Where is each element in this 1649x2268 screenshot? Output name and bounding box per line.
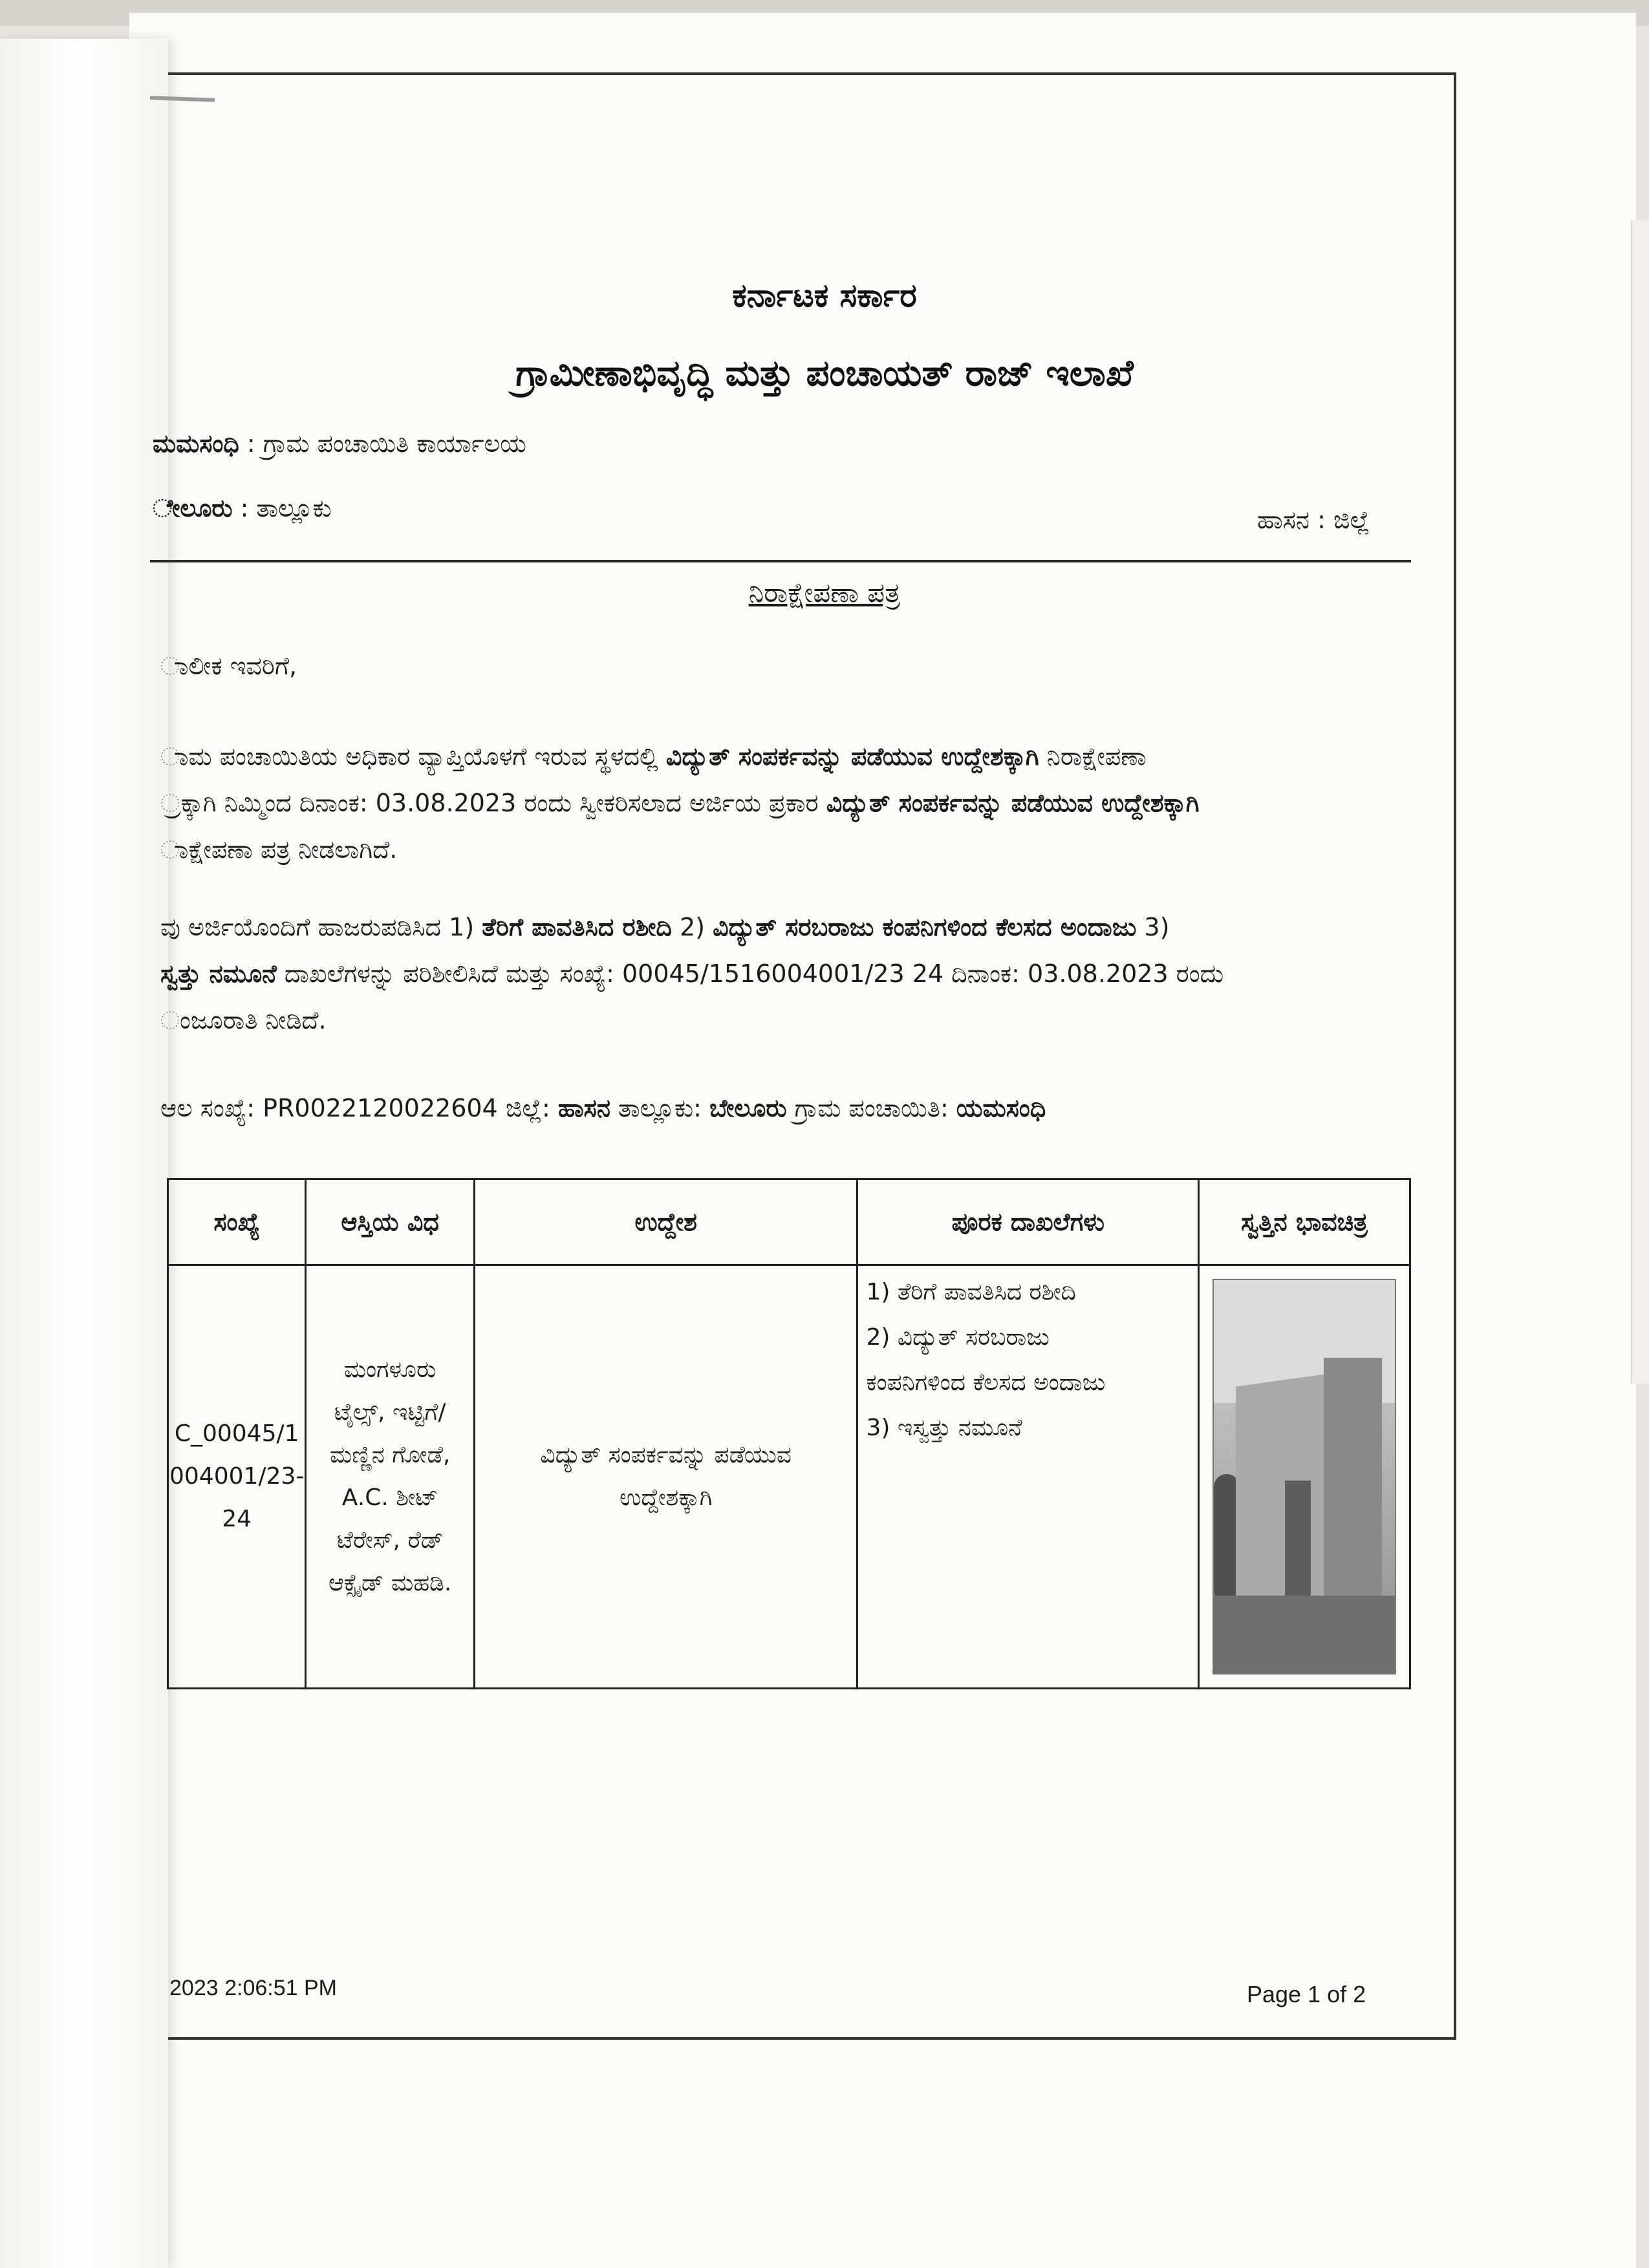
cell-number: C_00045/1 004001/23- 24	[168, 1265, 306, 1689]
document-item: 2) ವಿದ್ಯುತ್ ಸರಬರಾಜು	[866, 1324, 1050, 1351]
cell-property-type: ಮಂಗಳೂರು ಟೈಲ್ಸ್, ಇಟ್ಟಿಗೆ/ ಮಣ್ಣಿನ ಗೋಡೆ, A.C. ಶೀಟ್ ಟೆರೇಸ್, ರೆಡ್ ಆಕ್ಸೈಡ್ ಮಹಡಿ.	[306, 1265, 475, 1689]
property-id: PR0022120022604	[263, 1094, 498, 1122]
government-heading: ಕರ್ನಾಟಕ ಸರ್ಕಾರ	[732, 277, 917, 314]
office-name: ಮಮಸಂಧಿ	[153, 429, 239, 458]
paragraph-1-line-2: ್ರಕ್ಕಾಗಿ ನಿಮ್ಮಿಂದ ದಿನಾಂಕ: 03.08.2023 ರಂದು ಸ್ವೀಕರಿಸಲಾದ ಅರ್ಜಿಯ ಪ್ರಕಾರ ವಿದ್ಯುತ್ ಸಂಪರ್ಕವನ್ನು ಪಡೆಯುವ ಉದ್ದೇಶಕ್ಕಾಗಿ	[160, 789, 1200, 817]
cell-purpose: ವಿದ್ಯುತ್ ಸಂಪರ್ಕವನ್ನು ಪಡೆಯುವ ಉದ್ದೇಶಕ್ಕಾಗಿ	[474, 1265, 857, 1689]
paragraph-1-line-1: ಾಮ ಪಂಚಾಯಿತಿಯ ಅಧಿಕಾರ ವ್ಯಾಪ್ತಿಯೊಳಗೆ ಇರುವ ಸ್ಥಳದಲ್ಲಿ ವಿದ್ಯುತ್ ಸಂಪರ್ಕವನ್ನು ಪಡೆಯುವ ಉದ್ದೇಶಕ್ಕಾಗಿ ನಿರಾಕ್ಷೇಪಣಾ	[160, 742, 1147, 771]
property-id-line: ಆಲ ಸಂಖ್ಯೆ: PR0022120022604 ಜಿಲ್ಲೆ: ಹಾಸನ ತಾಲ್ಲೂಕು: ಬೇಲೂರು ಗ್ರಾಮ ಪಂಚಾಯಿತಿ: ಯಮಸಂಧಿ	[160, 1094, 1046, 1122]
document-title: ನಿರಾಕ್ಷೇಪಣಾ ಪತ್ರ	[748, 577, 901, 608]
header-property-type: ಆಸ್ತಿಯ ವಿಧ	[306, 1179, 475, 1265]
header-divider	[150, 560, 1411, 562]
office-line	[153, 429, 526, 458]
print-timestamp: 2023 2:06:51 PM	[169, 1976, 337, 2000]
taluk-name: ೇಲೂರು	[153, 494, 233, 522]
paragraph-2	[160, 904, 1223, 1043]
taluk-suffix: : ತಾಲ್ಲೂಕು	[232, 494, 332, 522]
header-documents: ಪೂರಕ ದಾಖಲೆಗಳು	[857, 1179, 1199, 1265]
document-item: 3) ಇಸ್ವತ್ತು ನಮೂನೆ	[866, 1415, 1022, 1441]
paragraph-1	[160, 733, 1200, 873]
district-label: ಹಾಸನ : ಜಿಲ್ಲೆ	[1257, 506, 1370, 534]
document-item: ಕಂಪನಿಗಳಿಂದ ಕೆಲಸದ ಅಂದಾಜು	[866, 1369, 1106, 1396]
page-number: Page 1 of 2	[1247, 1981, 1366, 2007]
department-heading: ಗ್ರಾಮೀಣಾಭಿವೃದ್ಧಿ ಮತ್ತು ಪಂಚಾಯತ್ ರಾಜ್ ಇಲಾಖೆ	[515, 352, 1134, 394]
salutation: ಾಲೀಕ ಇವರಿಗೆ,	[160, 652, 297, 680]
table-row	[168, 1265, 1410, 1689]
taluk-line	[153, 494, 332, 523]
paragraph-2-line-2: ಸ್ವತ್ತು ನಮೂನೆ ದಾಖಲೆಗಳನ್ನು ಪರಿಶೀಲಿಸಿದೆ ಮತ್ತು ಸಂಖ್ಯೆ: 00045/1516004001/23 24 ದಿನಾಂಕ: 03.08.2023 ರಂದು	[160, 959, 1224, 988]
office-suffix: : ಗ್ರಾಮ ಪಂಚಾಯಿತಿ ಕಾರ್ಯಾಲಯ	[239, 429, 526, 458]
paragraph-1-line-3: ಾಕ್ಷೇಪಣಾ ಪತ್ರ ನೀಡಲಾಗಿದೆ.	[160, 835, 398, 864]
paragraph-2-line-1: ವು ಅರ್ಜಿಯೊಂದಿಗೆ ಹಾಜರುಪಡಿಸಿದ 1) ತೆರಿಗೆ ಪಾವತಿಸಿದ ರಶೀದಿ 2) ವಿದ್ಯುತ್ ಸರಬರಾಜು ಕಂಪನಿಗಳಿಂದ ಕೆಲಸದ ಅಂದಾಜು 3)	[160, 913, 1170, 941]
cell-documents	[857, 1265, 1199, 1689]
property-table	[167, 1178, 1411, 1689]
header-number: ಸಂಖ್ಯೆ	[168, 1179, 306, 1265]
cell-photo	[1199, 1265, 1410, 1689]
header-purpose: ಉದ್ದೇಶ	[474, 1179, 857, 1265]
table-header-row	[168, 1179, 1410, 1265]
paragraph-2-line-3: ಂಜೂರಾತಿ ನೀಡಿದೆ.	[160, 1006, 327, 1034]
document-item: 1) ತೆರಿಗೆ ಪಾವತಿಸಿದ ರಶೀದಿ	[866, 1279, 1076, 1305]
header-photo: ಸ್ವತ್ತಿನ ಭಾವಚಿತ್ರ	[1199, 1179, 1410, 1265]
property-photo	[1212, 1279, 1396, 1674]
